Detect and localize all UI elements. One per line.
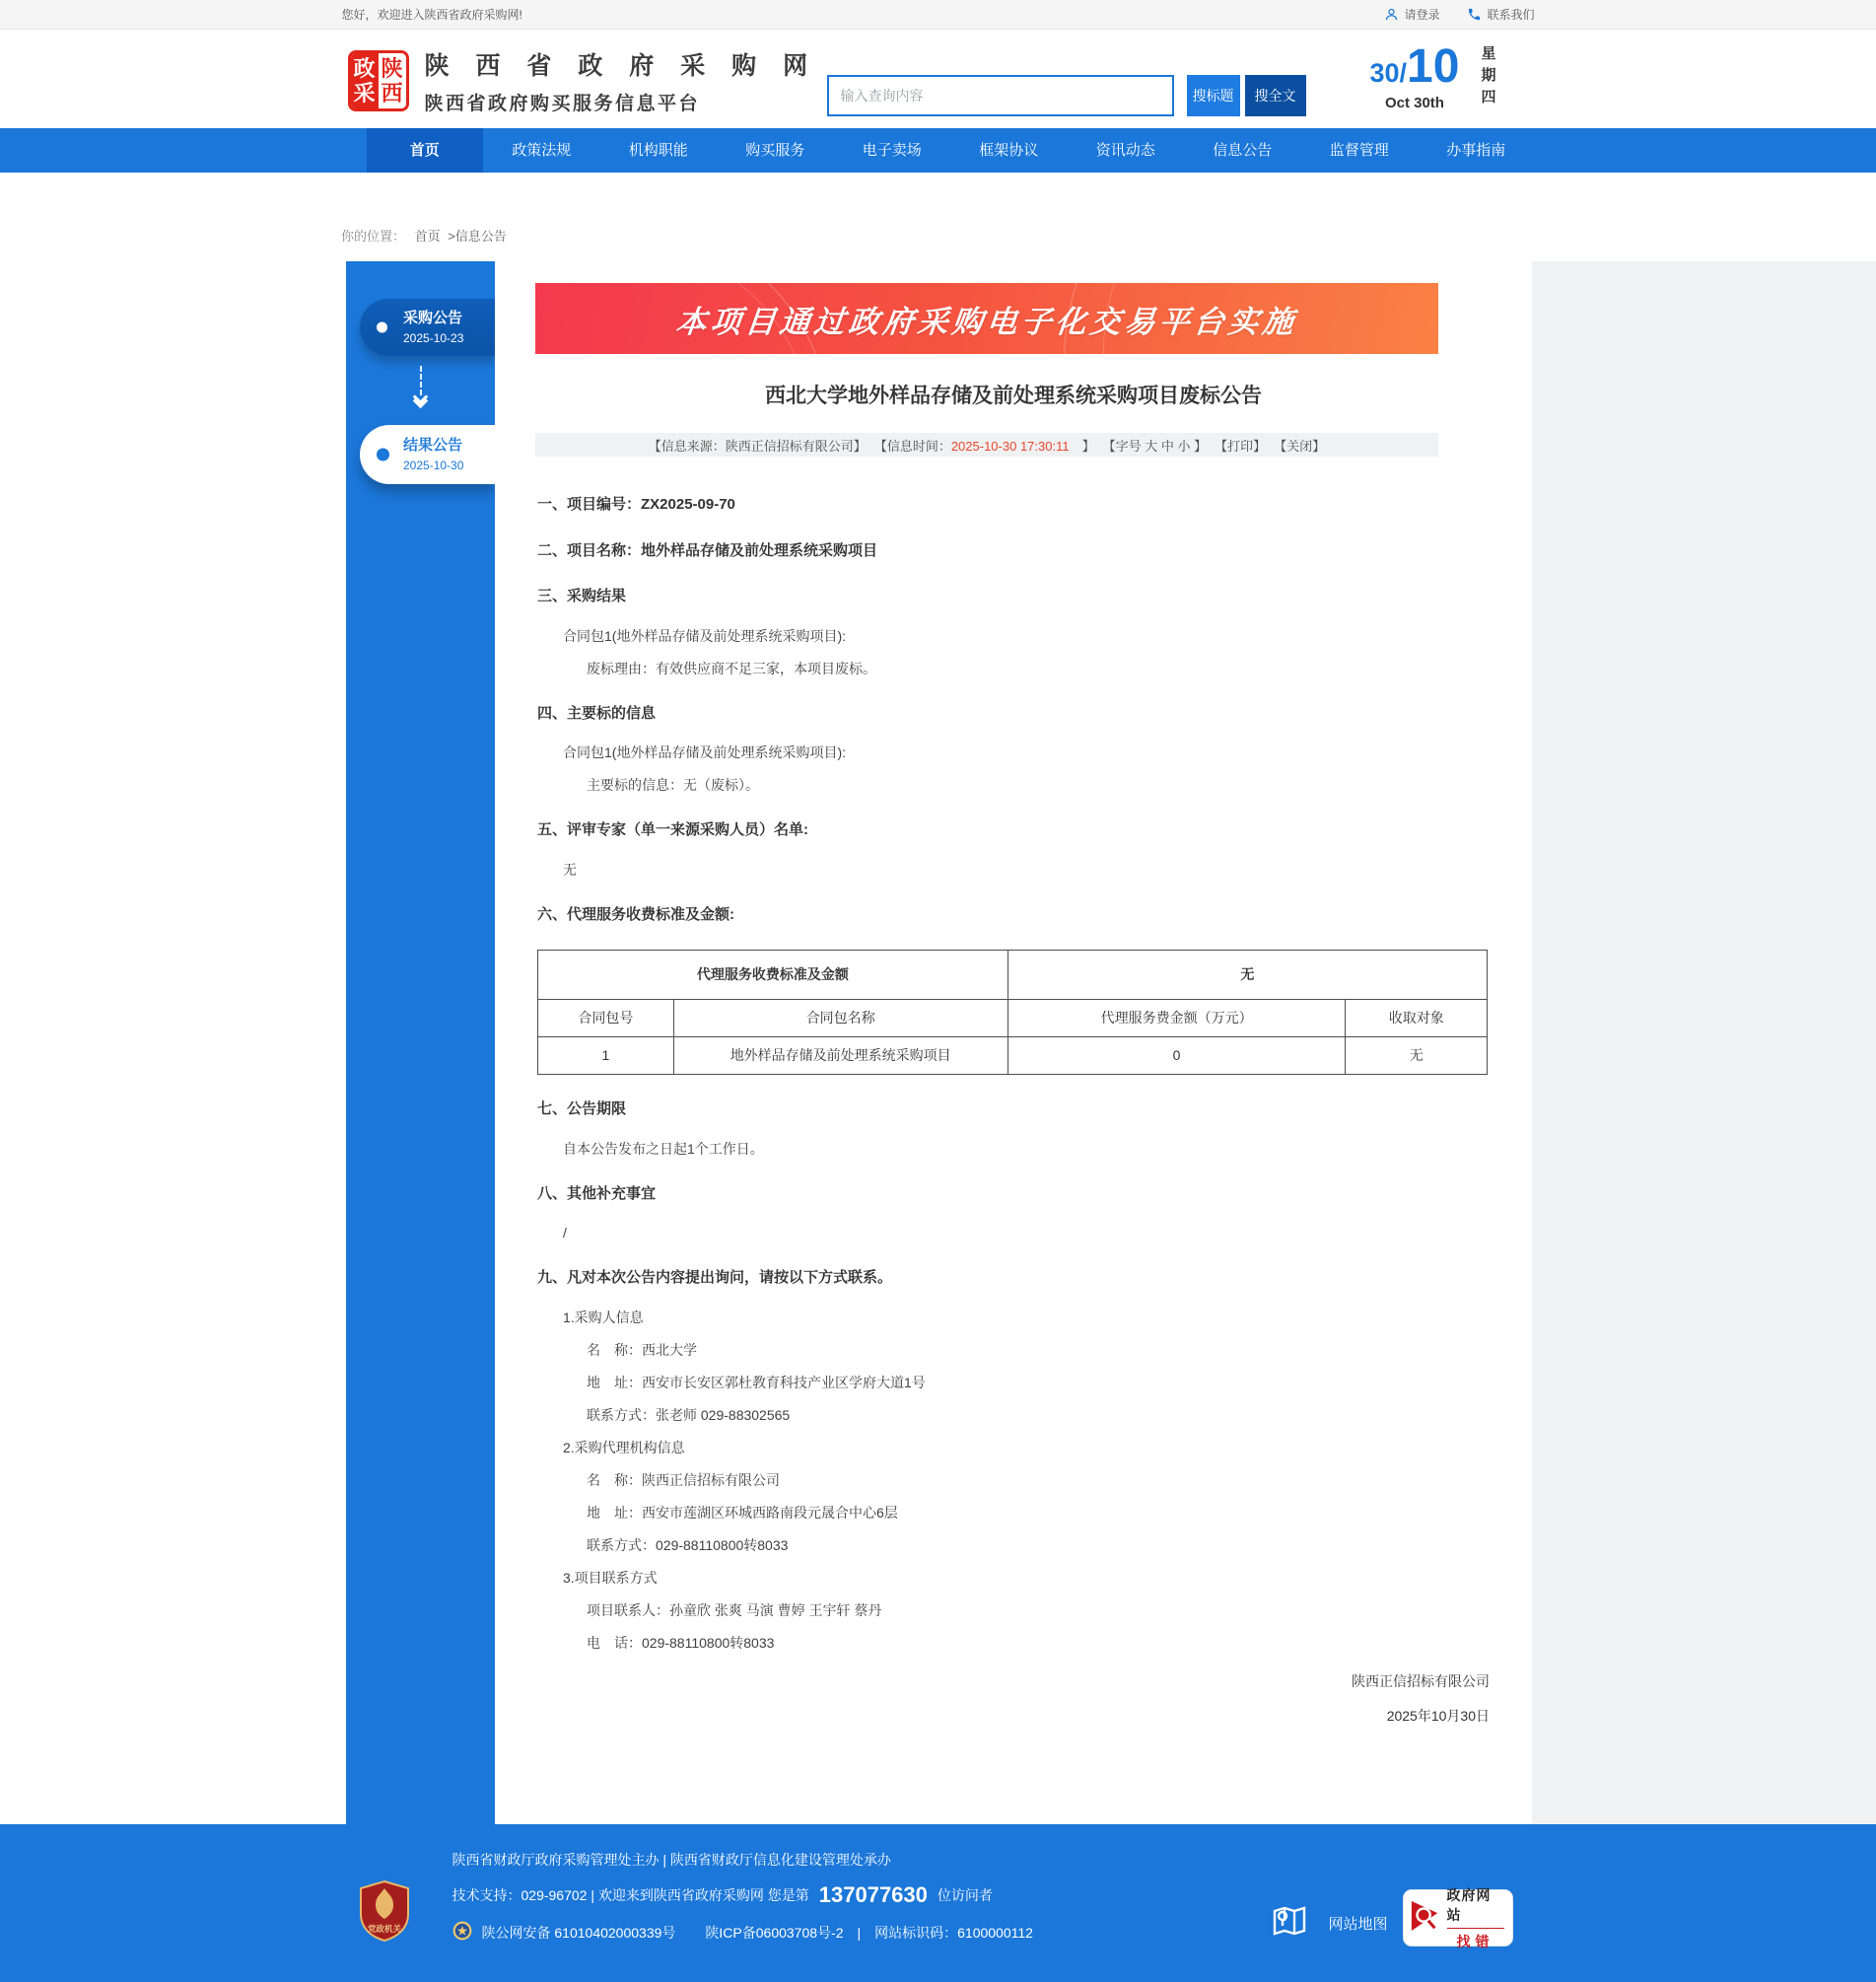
article-paragraph: 3.项目联系方式 bbox=[563, 1569, 658, 1586]
footer-organizer-line bbox=[452, 1850, 1033, 1870]
article-paragraph: 一、项目编号：ZX2025-09-70 bbox=[537, 496, 735, 513]
info-time bbox=[874, 436, 1095, 455]
article-paragraph: 主要标的信息：无（废标）。 bbox=[587, 777, 759, 793]
close-button[interactable]: 【关闭】 bbox=[1274, 438, 1326, 454]
login-label: 请登录 bbox=[1404, 8, 1440, 22]
fee-table-value-cell: 0 bbox=[1007, 1037, 1346, 1075]
seal-char: 政 bbox=[353, 55, 376, 81]
article-paragraph: 六、代理服务收费标准及金额: bbox=[537, 905, 734, 923]
article-paragraph: 七、公告期限 bbox=[537, 1100, 627, 1117]
shield-label: 党政机关 bbox=[367, 1924, 401, 1934]
article-paragraph: 自本公告发布之日起1个工作日。 bbox=[563, 1140, 764, 1157]
nav-item-10[interactable]: 办事指南 bbox=[1446, 142, 1506, 159]
fee-table-header-cell: 代理服务费金额（万元） bbox=[1007, 1000, 1346, 1037]
sidebar-item-result-notice[interactable] bbox=[360, 425, 495, 484]
nav-item-1[interactable]: 首页 bbox=[367, 128, 484, 173]
fee-table-header-cell: 合同包号 bbox=[538, 1000, 674, 1037]
breadcrumb bbox=[341, 226, 507, 245]
info-time-value: 2025-10-30 17:30:11 bbox=[950, 438, 1070, 454]
search-fulltext-button[interactable]: 搜全文 bbox=[1245, 75, 1306, 116]
breadcrumb-current: >信息公告 bbox=[448, 229, 507, 244]
article-body bbox=[537, 494, 1490, 1654]
article-panel bbox=[495, 261, 1532, 1824]
article-paragraph: 联系方式：029-88110800转8033 bbox=[587, 1536, 789, 1553]
article-paragraph: / bbox=[563, 1225, 567, 1240]
info-source: 【信息来源：陕西正信招标有限公司】 bbox=[648, 438, 867, 454]
search-input[interactable] bbox=[827, 75, 1174, 116]
right-gutter bbox=[1532, 261, 1876, 1824]
date-day: 30/ bbox=[1369, 58, 1408, 88]
nav-item-4[interactable]: 购买服务 bbox=[745, 142, 805, 159]
fee-table-value-cell: 无 bbox=[1346, 1037, 1488, 1075]
article-paragraph: 地 址：西安市长安区郭杜教育科技产业区学府大道1号 bbox=[587, 1374, 926, 1390]
arrow-down-icon bbox=[346, 366, 495, 406]
fee-table-value-cell: 地外样品存储及前处理系统采购项目 bbox=[673, 1037, 1007, 1075]
bullet-dot-icon bbox=[377, 322, 387, 333]
fee-table-merged-cell: 代理服务收费标准及金额 bbox=[538, 951, 1008, 1000]
article-paragraph: 合同包1(地外样品存储及前处理系统采购项目): bbox=[563, 744, 846, 760]
search-title-button[interactable]: 搜标题 bbox=[1187, 75, 1240, 116]
map-icon bbox=[1270, 1901, 1309, 1946]
nav-item-6[interactable]: 框架协议 bbox=[979, 142, 1039, 159]
banner-text: 本项目通过政府采购电子化交易平台实施 bbox=[673, 304, 1299, 339]
font-size-small[interactable]: 小 bbox=[1177, 438, 1191, 454]
phone-icon bbox=[1467, 7, 1482, 22]
site-logo[interactable] bbox=[348, 46, 818, 115]
article-paragraph: 名 称：西北大学 bbox=[587, 1341, 697, 1358]
article-paragraph: 四、主要标的信息 bbox=[537, 704, 657, 722]
font-size-controls bbox=[1103, 436, 1208, 455]
gov-site-error-report-badge[interactable] bbox=[1403, 1886, 1513, 1949]
topbar bbox=[0, 0, 1876, 30]
nav-item-7[interactable]: 资讯动态 bbox=[1095, 142, 1155, 159]
footer-organizer-text: 陕西省财政厅政府采购管理处主办 | 陕西省财政厅信息化建设管理处承办 bbox=[452, 1852, 891, 1868]
article-paragraph: 1.采购人信息 bbox=[563, 1309, 644, 1325]
sidebar-item-label: 结果公告 bbox=[403, 437, 463, 454]
article-paragraph: 废标理由：有效供应商不足三家，本项目废标。 bbox=[587, 660, 876, 676]
article-paragraph: 项目联系人：孙童欣 张爽 马演 曹婷 王宇轩 蔡丹 bbox=[587, 1601, 882, 1618]
login-link[interactable] bbox=[1384, 6, 1439, 23]
article-paragraph: 八、其他补充事宜 bbox=[537, 1184, 657, 1202]
footer-support-line bbox=[452, 1882, 1033, 1908]
sitemap-link[interactable] bbox=[1270, 1901, 1388, 1946]
fee-table-merged-cell: 无 bbox=[1007, 951, 1487, 1000]
error-finder-icon bbox=[1410, 1896, 1441, 1941]
article-paragraph: 五、评审专家（单一来源采购人员）名单: bbox=[537, 821, 808, 838]
beian-icp-link[interactable]: 陕ICP备06003708号-2 bbox=[705, 1924, 844, 1941]
nav-item-2[interactable]: 政策法规 bbox=[512, 142, 572, 159]
contact-label: 联系我们 bbox=[1487, 8, 1535, 22]
user-icon bbox=[1384, 7, 1399, 22]
sidebar-item-date: 2025-10-23 bbox=[403, 331, 464, 345]
sidebar-item-date: 2025-10-30 bbox=[403, 459, 464, 472]
footer-beian-line bbox=[452, 1921, 1033, 1944]
date-english: Oct 30th bbox=[1384, 95, 1444, 111]
sidebar-item-purchase-notice[interactable] bbox=[360, 299, 495, 356]
fee-table-header-cell: 收取对象 bbox=[1346, 1000, 1488, 1037]
main-navigation bbox=[0, 128, 1876, 173]
breadcrumb-prefix: 你的位置： bbox=[341, 229, 406, 244]
article-title: 西北大学地外样品存储及前处理系统采购项目废标公告 bbox=[765, 385, 1262, 407]
site-title: 陕 西 省 政 府 采 购 网 bbox=[424, 52, 818, 80]
seal-char: 西 bbox=[381, 81, 403, 106]
nav-item-3[interactable]: 机构职能 bbox=[628, 142, 688, 159]
article-meta-bar bbox=[535, 433, 1438, 457]
seal-logo-icon bbox=[348, 50, 409, 111]
header bbox=[0, 30, 1876, 128]
police-badge-icon bbox=[452, 1921, 472, 1944]
nav-item-9[interactable]: 监督管理 bbox=[1329, 142, 1389, 159]
fee-table-header-cell: 合同包名称 bbox=[673, 1000, 1007, 1037]
nav-item-5[interactable]: 电子卖场 bbox=[862, 142, 922, 159]
site-code: 网站标识码：6100000112 bbox=[874, 1924, 1033, 1941]
party-government-shield-icon bbox=[358, 1879, 411, 1947]
signature-org: 陕西正信招标有限公司 bbox=[1352, 1672, 1490, 1689]
err-badge-divider bbox=[1447, 1928, 1504, 1929]
fee-table-value-cell: 1 bbox=[538, 1037, 674, 1075]
contact-link[interactable] bbox=[1467, 6, 1534, 23]
date-widget bbox=[1369, 40, 1498, 111]
article-paragraph: 地 址：西安市莲湖区环城西路南段元晟合中心6层 bbox=[587, 1504, 898, 1521]
seal-char: 陕 bbox=[381, 55, 403, 81]
article-paragraph: 电 话：029-88110800转8033 bbox=[587, 1634, 775, 1651]
breadcrumb-home-link[interactable]: 首页 bbox=[414, 229, 441, 244]
welcome-text: 您好，欢迎进入陕西省政府采购网! bbox=[341, 8, 522, 22]
sidebar bbox=[346, 261, 495, 1824]
article-paragraph: 2.采购代理机构信息 bbox=[563, 1439, 685, 1455]
date-month: 10 bbox=[1407, 40, 1460, 93]
info-time-suffix: 】 bbox=[1069, 438, 1095, 454]
article-paragraph: 无 bbox=[563, 861, 577, 878]
visitor-count: 137077630 bbox=[818, 1882, 928, 1907]
print-button[interactable]: 【打印】 bbox=[1215, 438, 1267, 454]
footer-support-suffix: 位访问者 bbox=[937, 1887, 993, 1903]
beian-police-link[interactable]: 陕公网安备 61010402000339号 bbox=[481, 1924, 676, 1941]
info-time-prefix: 【信息时间： bbox=[873, 438, 951, 454]
article-paragraph: 联系方式：张老师 029-88302565 bbox=[587, 1406, 791, 1423]
footer-support-text: 技术支持：029-96702 | 欢迎来到陕西省政府采购网 您是第 bbox=[452, 1887, 809, 1903]
fee-table bbox=[537, 950, 1488, 1075]
sidebar-item-label: 采购公告 bbox=[403, 310, 463, 326]
font-size-suffix: 】 bbox=[1194, 438, 1208, 454]
site-subtitle: 陕西省政府购买服务信息平台 bbox=[424, 94, 701, 114]
footer-divider: | bbox=[857, 1924, 862, 1941]
signature-block bbox=[537, 1671, 1490, 1727]
signature-date: 2025年10月30日 bbox=[1386, 1707, 1490, 1724]
nav-item-8[interactable]: 信息公告 bbox=[1213, 142, 1273, 159]
sitemap-label: 网站地图 bbox=[1328, 1916, 1388, 1933]
bullet-dot-icon bbox=[377, 449, 389, 461]
font-size-medium[interactable]: 中 bbox=[1160, 438, 1174, 454]
article-paragraph: 合同包1(地外样品存储及前处理系统采购项目): bbox=[563, 627, 846, 644]
err-badge-top-label: 政府网站 bbox=[1446, 1886, 1492, 1923]
article-paragraph: 九、凡对本次公告内容提出询问，请按以下方式联系。 bbox=[537, 1269, 893, 1286]
date-weekday: 星期四 bbox=[1479, 45, 1496, 110]
article-paragraph: 名 称：陕西正信招标有限公司 bbox=[587, 1471, 780, 1488]
seal-char: 采 bbox=[353, 81, 376, 106]
font-size-large[interactable]: 大 bbox=[1145, 438, 1158, 454]
footer bbox=[0, 1824, 1876, 1982]
err-badge-bottom-label: 找错 bbox=[1456, 1933, 1494, 1949]
article-paragraph: 三、采购结果 bbox=[537, 588, 627, 604]
platform-banner bbox=[535, 283, 1438, 354]
article-paragraph: 二、项目名称：地外样品存储及前处理系统采购项目 bbox=[537, 541, 878, 559]
font-size-prefix: 【字号 bbox=[1102, 438, 1142, 454]
